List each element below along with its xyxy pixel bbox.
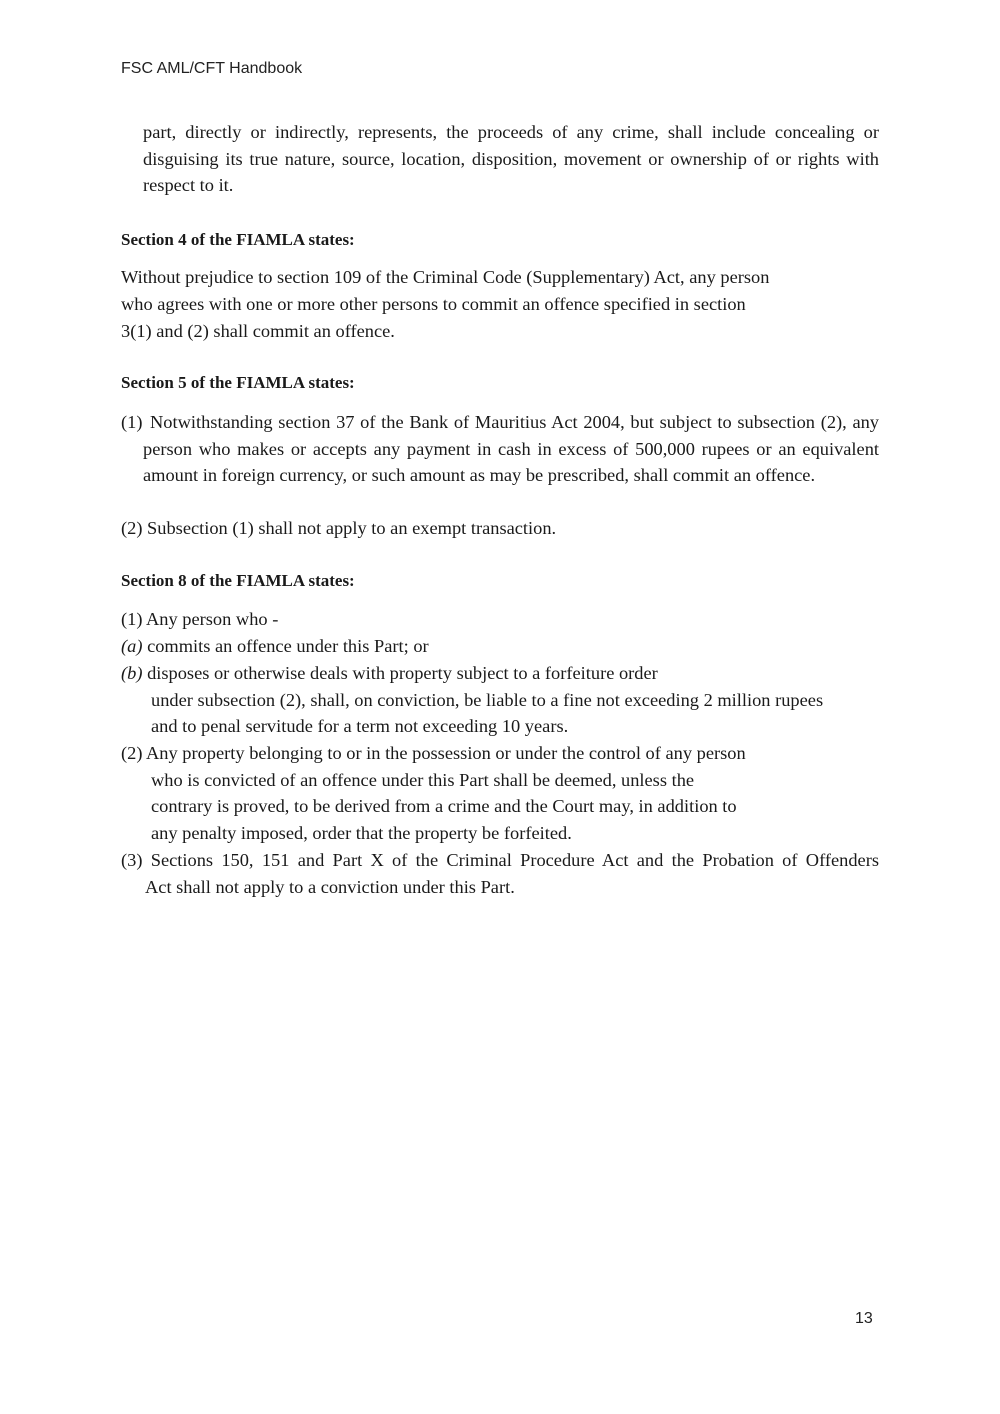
section-8-heading: Section 8 of the FIAMLA states:	[121, 571, 355, 590]
section-8-item-3-continuation: Act shall not apply to a conviction under this Part.	[145, 877, 515, 897]
section-4-line: who agrees with one or more other persons to commit an offence specified in section	[121, 294, 746, 314]
section-8-item-b-continuation: and to penal servitude for a term not exceeding 10 years.	[151, 716, 569, 736]
item-a-text: commits an offence under this Part; or	[147, 636, 429, 656]
section-8-item-b-continuation: under subsection (2), shall, on conviction, be liable to a fine not exceeding 2 million rupees	[151, 690, 824, 710]
item-b-marker: (b)	[121, 663, 143, 683]
section-5-item-2: (2) Subsection (1) shall not apply to an exempt transaction.	[121, 518, 557, 538]
section-8-item-2: (2) Any property belonging to or in the possession or under the control of any person	[121, 743, 746, 763]
section-4-heading: Section 4 of the FIAMLA states:	[121, 230, 355, 249]
section-4-line: 3(1) and (2) shall commit an offence.	[121, 321, 395, 341]
section-8-item-a	[121, 633, 429, 660]
page-number: 13	[855, 1310, 873, 1327]
section-5-item-1-marker: (1)	[121, 412, 143, 432]
section-5-heading: Section 5 of the FIAMLA states:	[121, 373, 355, 392]
section-8-item-2-continuation: any penalty imposed, order that the property be forfeited.	[151, 823, 572, 843]
intro-paragraph: part, directly or indirectly, represents, the proceeds of any crime, shall include concealing or disguising its true nature, source, location, disposition, movement or ownership of or rights with respect to it.	[143, 122, 879, 196]
section-8-item-2-continuation: who is convicted of an offence under this Part shall be deemed, unless the	[151, 770, 695, 790]
item-a-marker: (a)	[121, 636, 143, 656]
section-5-item-1: Notwithstanding section 37 of the Bank of Mauritius Act 2004, but subject to subsection (2), any person who makes or accepts any payment in cash in excess of 500,000 rupees or an equivalent amount in foreign currency, or such amount as may be prescribed, shall commit an offence.	[143, 412, 879, 486]
running-header: FSC AML/CFT Handbook	[121, 60, 303, 77]
section-8-item-1: (1) Any person who -	[121, 609, 279, 629]
section-8-item-b	[121, 660, 658, 687]
section-8-item-3: (3) Sections 150, 151 and Part X of the Criminal Procedure Act and the Probation of Offenders	[121, 850, 879, 870]
section-8-item-2-continuation: contrary is proved, to be derived from a crime and the Court may, in addition to	[151, 796, 737, 816]
section-4-line: Without prejudice to section 109 of the Criminal Code (Supplementary) Act, any person	[121, 267, 770, 287]
item-b-text: disposes or otherwise deals with property subject to a forfeiture order	[147, 663, 658, 683]
